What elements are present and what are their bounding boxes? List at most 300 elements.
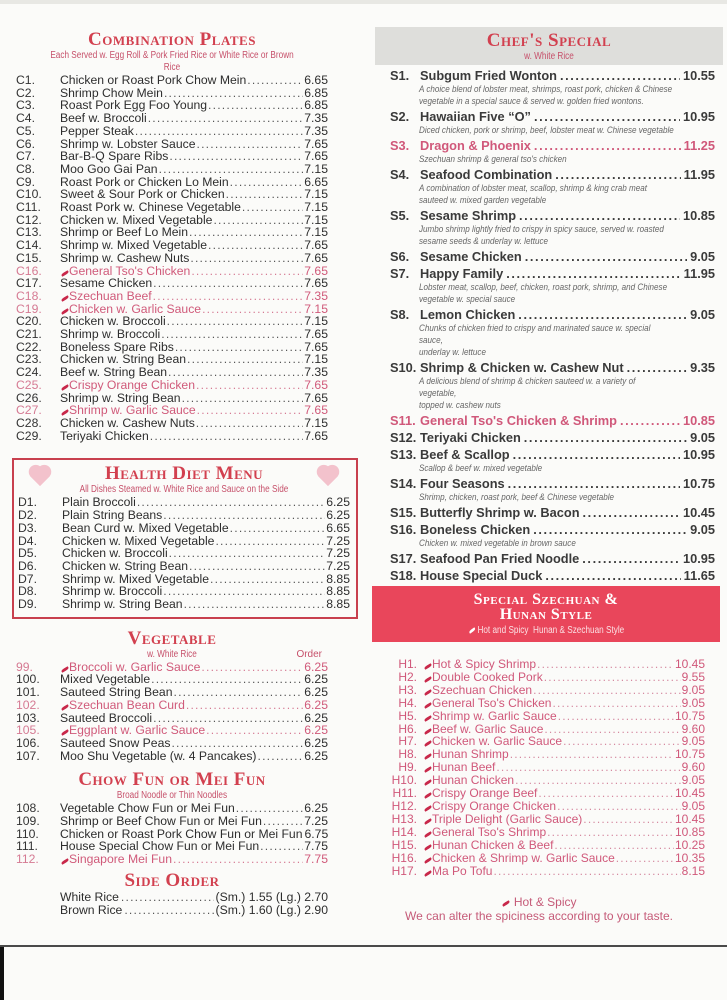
menu-item <box>16 328 328 341</box>
item-name: Chicken w. Mixed Vegetable <box>62 533 215 548</box>
menu-item <box>387 671 705 684</box>
item-price: 9.05 <box>690 307 715 322</box>
chef-item <box>375 476 715 503</box>
item-number: C21. <box>16 327 42 342</box>
side-item-name: White Rice <box>60 889 119 904</box>
chef-item <box>375 138 715 165</box>
item-name: Szechuan Chicken <box>432 682 533 697</box>
item-name: Roast Pork Egg Foo Young <box>60 98 208 113</box>
item-price: 11.25 <box>683 138 715 153</box>
menu-item <box>387 684 705 697</box>
item-price: 6.85 <box>304 85 328 100</box>
leader-dots <box>558 710 674 723</box>
side-order-section <box>16 871 328 917</box>
item-price: 7.35 <box>304 111 328 126</box>
item-price: 10.95 <box>682 109 715 124</box>
item-price: 7.15 <box>304 301 328 316</box>
pepper-icon <box>502 900 510 907</box>
leader-dots <box>210 573 325 586</box>
item-number: S1. <box>390 68 410 83</box>
vegetable-section <box>16 629 328 763</box>
leader-dots <box>189 560 325 573</box>
item-name: Hunan Chicken & Beef <box>432 837 554 852</box>
leader-dots <box>247 74 303 87</box>
item-price: 7.15 <box>304 200 328 215</box>
item-name: Eggplant w. Garlic Sauce <box>69 723 206 738</box>
item-number: S16. <box>390 522 417 537</box>
item-number: D7. <box>18 571 37 586</box>
chef-item-row <box>375 109 715 124</box>
item-price: 9.05 <box>681 773 705 788</box>
vegetable-title: Vegetable <box>127 627 217 649</box>
side-item-name: Brown Rice <box>60 902 123 917</box>
item-name: Shrimp or Beef Chow Fun or Mei Fun <box>60 814 262 829</box>
item-name: Hunan Shrimp <box>432 747 509 762</box>
chef-item-row <box>375 413 715 428</box>
pepper-icon <box>424 831 432 838</box>
chef-item-row <box>375 167 715 182</box>
leader-dots <box>545 568 680 583</box>
leader-dots <box>135 125 303 138</box>
item-price: 11.95 <box>683 266 715 281</box>
item-description: sesame seeds & underlay w. lettuce <box>419 236 548 246</box>
pepper-icon <box>424 818 432 825</box>
item-name: General Tso's Chicken & Shrimp <box>420 413 617 428</box>
item-price: 7.65 <box>304 149 328 164</box>
szechuan-subtitle-text: Hot and Spicy Hunan & Szechuan Style <box>477 625 625 636</box>
leader-dots <box>169 150 303 163</box>
item-number: S15. <box>390 505 417 520</box>
item-number: H5. <box>398 708 417 723</box>
item-price: 9.60 <box>681 760 705 775</box>
item-name: Shrimp or Beef Lo Mein <box>60 225 189 240</box>
item-name: Beef & Scallop <box>420 447 510 462</box>
item-number: S2. <box>390 109 410 124</box>
item-number: 103. <box>16 710 40 725</box>
item-name: Shrimp & Chicken w. Cashew Nut <box>420 360 624 375</box>
item-number: S14. <box>390 476 417 491</box>
menu-item <box>16 252 328 265</box>
leader-dots <box>163 509 325 522</box>
leader-dots <box>213 214 303 227</box>
menu-item <box>18 522 350 535</box>
item-name: Crispy Orange Chicken <box>432 798 557 813</box>
menu-item <box>16 699 328 712</box>
item-price: 10.45 <box>674 657 705 671</box>
leader-dots <box>508 476 680 491</box>
item-name: Moo Goo Gai Pan <box>60 161 158 176</box>
leader-dots <box>202 303 303 316</box>
item-description: sauteed w. mixed garden vegetable <box>419 195 547 205</box>
item-name: Bar-B-Q Spare Ribs <box>60 149 169 164</box>
item-name: Shrimp w. Garlic Sauce <box>69 403 196 418</box>
chef-item <box>375 413 715 428</box>
item-name: Broccoli w. Garlic Sauce <box>69 659 201 674</box>
menu-item <box>16 853 328 866</box>
order-label: Order <box>296 648 322 660</box>
chef-item <box>375 568 715 583</box>
page-bottom-edge <box>0 945 727 947</box>
leader-dots <box>534 109 680 124</box>
item-price: 7.65 <box>304 377 328 392</box>
item-price: 7.65 <box>304 238 328 253</box>
item-price: 7.15 <box>304 161 328 176</box>
chef-item-row <box>375 249 715 264</box>
item-name: Boneless Chicken <box>420 522 531 537</box>
item-name: Sauteed String Bean <box>60 685 173 700</box>
item-price: 7.35 <box>304 365 328 380</box>
leader-dots <box>161 328 303 341</box>
szechuan-title-line2: Hunan Style <box>499 606 593 623</box>
item-price: 11.65 <box>683 568 715 583</box>
item-price: 7.65 <box>304 327 328 342</box>
item-price: 10.45 <box>682 505 715 520</box>
item-description: Shrimp, chicken, roast pork, beef & Chinese vegetable <box>419 492 615 502</box>
item-price: 7.65 <box>304 250 328 265</box>
item-number: D9. <box>18 597 37 612</box>
leader-dots <box>552 697 680 710</box>
leader-dots <box>544 671 681 684</box>
leader-dots <box>153 277 303 290</box>
item-number: D5. <box>18 546 37 561</box>
chef-item-row <box>375 568 715 583</box>
leader-dots <box>182 392 304 405</box>
item-number: C13. <box>16 225 42 240</box>
item-price: 9.05 <box>681 798 705 813</box>
szechuan-header <box>372 586 720 642</box>
side-title: Side Order <box>124 869 220 891</box>
menu-item <box>16 737 328 750</box>
item-number: 112. <box>16 852 39 867</box>
item-number: H8. <box>398 747 417 762</box>
item-name: General Tso's Shrimp <box>432 824 547 839</box>
item-number: S12. <box>390 430 417 445</box>
item-price: 7.15 <box>304 314 328 329</box>
leader-dots <box>150 430 304 443</box>
item-number: C20. <box>16 314 42 329</box>
item-name: Sauteed Broccoli <box>60 710 153 725</box>
item-name: Crispy Orange Chicken <box>69 377 195 392</box>
item-description: Szechuan shrimp & general tso's chicken <box>419 154 567 164</box>
item-number: C14. <box>16 238 42 253</box>
item-price: 7.15 <box>304 415 328 430</box>
item-price: 7.65 <box>304 339 328 354</box>
leader-dots <box>169 547 326 560</box>
item-price: 7.15 <box>304 187 328 202</box>
item-number: C1. <box>16 73 35 87</box>
chef-item-row <box>375 360 715 375</box>
leader-dots <box>627 360 687 375</box>
leader-dots <box>187 353 303 366</box>
menu-item <box>387 852 705 865</box>
item-price: 9.05 <box>681 734 705 749</box>
leader-dots <box>583 505 680 520</box>
item-price: 6.25 <box>304 659 328 674</box>
leader-dots <box>557 800 681 813</box>
item-number: C29. <box>16 428 42 443</box>
item-name: Sesame Shrimp <box>420 208 517 223</box>
item-name: Vegetable Chow Fun or Mei Fun <box>60 801 235 816</box>
menu-item <box>18 598 350 611</box>
item-name: Four Seasons <box>420 476 505 491</box>
item-number: H13. <box>391 811 417 826</box>
item-number: H10. <box>391 773 417 788</box>
vegetable-list <box>16 661 328 763</box>
item-price: 9.55 <box>681 669 705 684</box>
item-name: Beef w. Broccoli <box>60 111 147 126</box>
item-name: Shrimp w. String Bean <box>60 390 181 405</box>
menu-item <box>16 366 328 379</box>
chef-item <box>375 249 715 264</box>
leader-dots <box>534 138 681 153</box>
pepper-icon <box>424 689 432 696</box>
item-number: C7. <box>16 149 35 164</box>
leader-dots <box>525 249 687 264</box>
item-number: C11. <box>16 200 41 215</box>
item-number: H3. <box>398 682 417 697</box>
menu-item <box>16 163 328 176</box>
chef-title: Chef's Special <box>486 30 612 51</box>
health-diet-section <box>12 458 358 618</box>
leader-dots <box>191 265 303 278</box>
spicy-legend <box>375 895 715 923</box>
combination-section <box>16 30 328 442</box>
pepper-icon <box>424 702 432 709</box>
leader-dots <box>206 724 303 737</box>
item-price: 10.25 <box>674 837 705 852</box>
pepper-icon <box>61 295 69 302</box>
item-name: Plain Broccoli <box>62 495 136 510</box>
pepper-icon <box>424 805 432 812</box>
health-list <box>18 496 350 610</box>
combination-subtitle: Each Served w. Egg Roll & Pork Fried Rice or White Rice or Brown Rice <box>50 50 294 73</box>
menu-item <box>16 201 328 214</box>
item-name: Teriyaki Chicken <box>420 430 521 445</box>
item-description: A combination of lobster meat, scallop, shrimp & king crab meat <box>419 183 647 193</box>
leader-dots <box>560 68 680 83</box>
item-number: H17. <box>391 863 417 878</box>
pepper-icon <box>61 858 69 865</box>
item-price: 10.45 <box>674 786 705 801</box>
item-price: 10.85 <box>674 824 705 839</box>
left-column <box>16 29 350 917</box>
leader-dots <box>583 813 674 826</box>
item-number: H9. <box>398 760 417 775</box>
item-name: Plain String Beans <box>62 508 163 523</box>
item-number: 111. <box>16 839 38 854</box>
item-price: 10.85 <box>682 413 715 428</box>
menu-item <box>387 697 705 710</box>
item-name: Chicken w. Garlic Sauce <box>69 301 202 316</box>
item-price: 7.65 <box>304 263 328 278</box>
menu-item <box>387 800 705 813</box>
menu-item <box>16 303 328 316</box>
item-price: 9.05 <box>690 522 715 537</box>
item-name: Chicken & Shrimp w. Garlic Sauce <box>432 850 615 865</box>
item-name: Chicken or Roast Pork Chow Mein <box>60 73 247 87</box>
pepper-icon <box>424 844 432 851</box>
menu-item <box>16 815 328 828</box>
chef-item-row <box>375 505 715 520</box>
item-number: H15. <box>391 837 417 852</box>
combination-title: Combination Plates <box>88 29 256 50</box>
vegetable-subtitle: w. White Rice <box>147 648 197 660</box>
menu-item <box>16 840 328 853</box>
item-price: 10.55 <box>682 68 715 83</box>
item-price: 8.85 <box>326 597 350 612</box>
chef-item <box>375 522 715 549</box>
leader-dots <box>197 404 304 417</box>
leader-dots <box>190 252 303 265</box>
leader-dots <box>554 839 674 852</box>
item-price: 6.25 <box>304 697 328 712</box>
top-edge <box>0 0 727 4</box>
leader-dots <box>533 684 681 697</box>
item-name: Sesame Chicken <box>60 276 153 291</box>
leader-dots <box>260 840 303 853</box>
szechuan-subtitle <box>403 625 688 637</box>
item-description: Chunks of chicken fried to crispy and marinated sauce w. special sauce, <box>419 323 651 345</box>
item-price: 6.25 <box>304 723 328 738</box>
item-name: Hot & Spicy Shrimp <box>432 657 537 671</box>
item-name: Shrimp w. Mixed Vegetable <box>60 238 208 253</box>
leader-dots <box>230 176 304 189</box>
item-name: House Special Chow Fun or Mei Fun <box>60 839 260 854</box>
leader-dots <box>159 163 304 176</box>
item-price: 6.25 <box>304 748 328 763</box>
leader-dots <box>168 366 303 379</box>
item-name: Happy Family <box>420 266 504 281</box>
pepper-icon <box>468 627 475 634</box>
chef-item <box>375 208 715 247</box>
leader-dots <box>493 865 680 878</box>
leader-dots <box>173 853 303 866</box>
pepper-icon <box>424 663 432 670</box>
chef-item <box>375 447 715 474</box>
menu-item <box>16 265 328 278</box>
item-description: underlay w. lettuce <box>419 347 486 357</box>
item-name: Shrimp w. Lobster Sauce <box>60 136 196 151</box>
chef-item <box>375 551 715 566</box>
item-number: C24. <box>16 365 42 380</box>
chowfun-subtitle: Broad Noodle or Thin Noodles <box>116 790 228 802</box>
item-name: Dragon & Phoenix <box>420 138 531 153</box>
item-number: D8. <box>18 584 37 599</box>
item-number: 105. <box>16 723 40 738</box>
item-name: Hunan Beef <box>432 760 496 775</box>
leader-dots <box>582 551 680 566</box>
menu-item <box>16 430 328 443</box>
item-price: 7.35 <box>304 288 328 303</box>
item-number: S13. <box>390 447 417 462</box>
item-name: Shrimp w. Cashew Nuts <box>60 250 190 265</box>
pepper-icon <box>424 715 432 722</box>
item-name: Sauteed Snow Peas <box>60 735 171 750</box>
item-name: Crispy Orange Beef <box>432 786 538 801</box>
item-name: Chicken w. String Bean <box>62 558 189 573</box>
leader-dots <box>230 522 326 535</box>
item-price: 7.15 <box>304 212 328 227</box>
item-name: Beef w. String Bean <box>60 365 168 380</box>
chef-item-row <box>375 266 715 281</box>
item-name: Ma Po Tofu <box>432 863 493 878</box>
side-item-price: (Sm.) 1.55 (Lg.) 2.70 <box>215 889 328 904</box>
leader-dots <box>510 748 674 761</box>
item-number: 109. <box>16 814 40 829</box>
item-name: Chicken w. String Bean <box>60 352 187 367</box>
menu-item <box>16 74 328 87</box>
item-number: S7. <box>390 266 410 281</box>
item-price: 6.25 <box>304 685 328 700</box>
item-price: 6.65 <box>304 174 328 189</box>
chef-item-row <box>375 551 715 566</box>
chef-item-row <box>375 208 715 223</box>
item-name: General Tso's Chicken <box>69 263 191 278</box>
page-shadow <box>0 947 4 1000</box>
item-name: Moo Shu Vegetable (w. 4 Pancakes) <box>60 748 257 763</box>
item-name: Szechuan Bean Curd <box>69 697 185 712</box>
item-number: H6. <box>398 721 417 736</box>
item-number: C26. <box>16 390 42 405</box>
item-number: H14. <box>391 824 417 839</box>
item-name: Sesame Chicken <box>420 249 522 264</box>
item-name: Shrimp w. Garlic Sauce <box>432 708 557 723</box>
menu-item <box>16 724 328 737</box>
item-description: Jumbo shrimp lightly fried to crispy in spicy sauce, served w. roasted <box>419 224 664 234</box>
item-number: 100. <box>16 672 40 687</box>
chef-item <box>375 307 715 358</box>
item-number: C17. <box>16 276 42 291</box>
chef-item-row <box>375 68 715 83</box>
chef-item <box>375 266 715 305</box>
item-name: Triple Delight (Garlic Sauce) <box>432 811 583 826</box>
menu-item <box>16 661 328 674</box>
chef-item-row <box>375 430 715 445</box>
item-name: Teriyaki Chicken <box>60 428 149 443</box>
menu-item <box>387 658 705 671</box>
item-name: Hawaiian Five “O” <box>420 109 531 124</box>
menu-item <box>387 839 705 852</box>
item-description: vegetable w. special sauce <box>419 294 516 304</box>
item-number: D2. <box>18 508 37 523</box>
leader-dots <box>544 723 680 736</box>
chef-item <box>375 360 715 411</box>
item-name: Mixed Vegetable <box>60 672 151 687</box>
szechuan-title-line1: Special Szechuan & <box>473 591 619 608</box>
pepper-icon <box>424 766 432 773</box>
leader-dots <box>496 761 680 774</box>
menu-item <box>16 750 328 763</box>
item-number: 101. <box>16 685 40 700</box>
item-description: vegetable in a special sauce & served w. golden fried wontons. <box>419 96 644 106</box>
leader-dots <box>208 99 303 112</box>
leader-dots <box>173 686 303 699</box>
item-number: S6. <box>390 249 410 264</box>
side-item <box>16 891 328 904</box>
item-price: 11.95 <box>683 167 715 182</box>
item-price: 6.85 <box>304 98 328 113</box>
item-price: 10.85 <box>682 208 715 223</box>
item-number: C16. <box>16 263 42 278</box>
item-number: C2. <box>16 85 35 100</box>
item-price: 7.35 <box>304 123 328 138</box>
item-price: 10.45 <box>674 811 705 826</box>
item-number: 106. <box>16 735 40 750</box>
item-number: C18. <box>16 288 42 303</box>
item-price: 6.25 <box>304 710 328 725</box>
item-number: C12. <box>16 212 42 227</box>
leader-dots <box>148 112 304 125</box>
